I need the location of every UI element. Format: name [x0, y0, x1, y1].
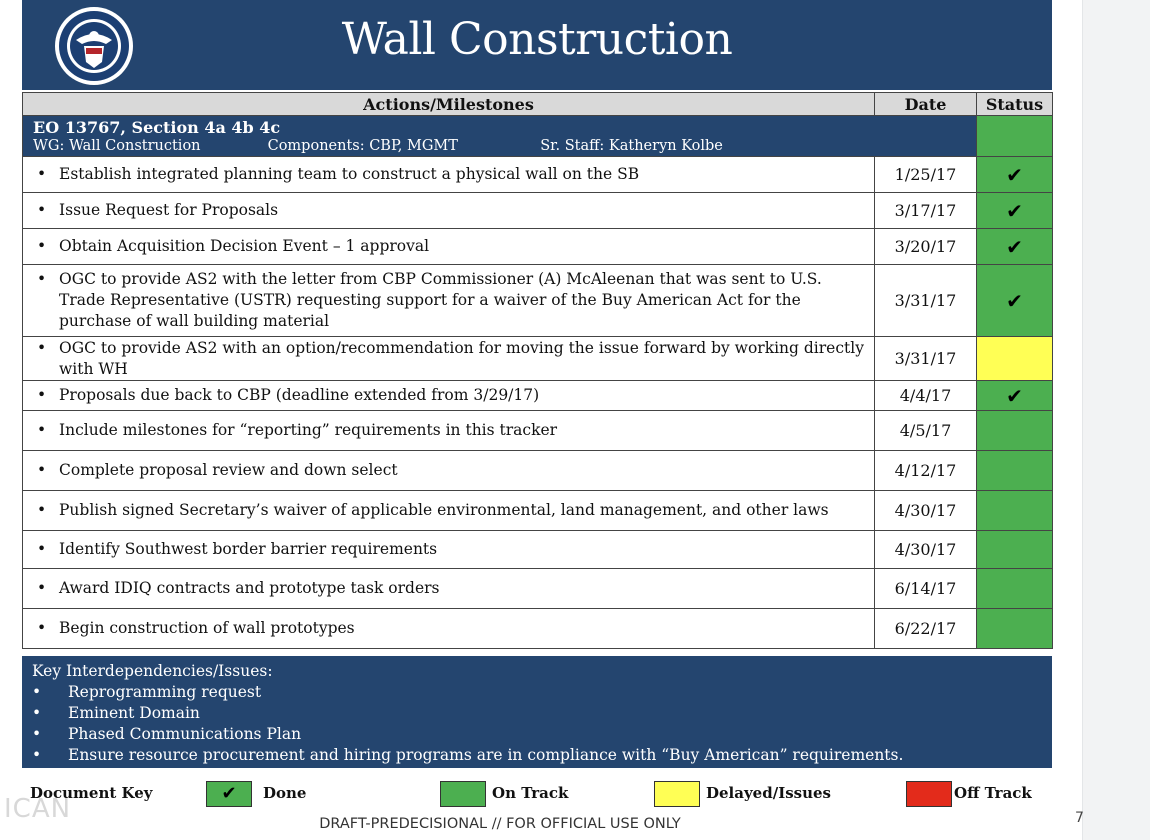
milestone-date: 6/22/17: [875, 609, 977, 649]
milestone-date: 4/30/17: [875, 531, 977, 569]
bullet: •: [37, 501, 47, 519]
bullet: •: [37, 579, 47, 597]
milestone-row: [23, 609, 1053, 649]
issue-item: [32, 703, 1052, 724]
check-icon: ✔: [1006, 288, 1023, 313]
check-icon: ✔: [221, 783, 237, 804]
milestone-row: [23, 491, 1053, 531]
col-header-actions: Actions/Milestones: [23, 93, 875, 116]
issue-item: [32, 682, 1052, 703]
milestone-action: [23, 539, 874, 560]
milestone-text: Begin construction of wall prototypes: [59, 619, 355, 637]
eo-title: EO 13767, Section 4a 4b 4c: [33, 118, 281, 137]
milestone-rows: [23, 157, 1053, 649]
milestone-row: [23, 411, 1053, 451]
milestone-text: Issue Request for Proposals: [59, 201, 279, 219]
off-track-swatch: [906, 781, 952, 807]
on-track-label: On Track: [492, 784, 569, 802]
milestone-date: 3/31/17: [875, 337, 977, 381]
bullet: •: [32, 704, 42, 722]
milestone-action: [23, 236, 874, 257]
milestone-status: [977, 609, 1053, 649]
milestone-row: [23, 451, 1053, 491]
milestone-status: [977, 157, 1053, 193]
milestone-date: 4/5/17: [875, 411, 977, 451]
milestone-action-cell: [23, 491, 875, 531]
check-icon: ✔: [1006, 162, 1023, 187]
document-key: [22, 778, 1052, 814]
milestone-row: [23, 337, 1053, 381]
milestone-text: Identify Southwest border barrier requirements: [59, 540, 438, 558]
bullet: •: [32, 746, 42, 764]
milestone-date: 4/4/17: [875, 381, 977, 411]
milestone-date: 4/30/17: [875, 491, 977, 531]
milestone-date: 3/17/17: [875, 193, 977, 229]
milestone-status: [977, 381, 1053, 411]
issues-title: Key Interdependencies/Issues:: [32, 662, 273, 680]
milestone-text: Obtain Acquisition Decision Event – 1 approval: [59, 237, 430, 255]
issue-item: [32, 745, 1052, 766]
eo-row: [23, 116, 1053, 157]
bullet: •: [37, 386, 47, 404]
milestone-text: Include milestones for “reporting” requirements in this tracker: [59, 421, 558, 439]
milestone-action-cell: [23, 411, 875, 451]
milestone-date: 4/12/17: [875, 451, 977, 491]
milestone-action-cell: [23, 451, 875, 491]
milestone-text: OGC to provide AS2 with an option/recommendation for moving the issue forward by working directly with WH: [59, 338, 864, 378]
issue-item: [32, 724, 1052, 745]
delayed-swatch: [654, 781, 700, 807]
classification-footer: DRAFT-PREDECISIONAL // FOR OFFICIAL USE ONLY: [319, 816, 681, 832]
eo-status-cell: [977, 116, 1053, 157]
milestone-row: [23, 381, 1053, 411]
bullet: •: [37, 165, 47, 183]
issues-list: [22, 682, 1052, 766]
delayed-label: Delayed/Issues: [706, 784, 831, 802]
milestone-text: Establish integrated planning team to construct a physical wall on the SB: [59, 165, 640, 183]
bullet: •: [37, 619, 47, 637]
col-header-date: Date: [875, 93, 977, 116]
page-number: 7: [1075, 810, 1084, 826]
milestone-action: [23, 338, 874, 380]
milestone-action-cell: [23, 569, 875, 609]
table-header-row: [23, 93, 1053, 116]
milestone-action: [23, 385, 874, 406]
bullet: •: [37, 201, 47, 219]
key-issues-panel: [22, 656, 1052, 768]
eo-senior-staff: Sr. Staff: Katheryn Kolbe: [540, 138, 723, 154]
milestone-date: 1/25/17: [875, 157, 977, 193]
milestone-action: [23, 618, 874, 639]
milestone-action: [23, 420, 874, 441]
milestone-action-cell: [23, 157, 875, 193]
eo-subtitle: [33, 138, 976, 154]
milestone-action-cell: [23, 531, 875, 569]
on-track-swatch: [440, 781, 486, 807]
milestone-row: [23, 157, 1053, 193]
bullet: •: [37, 461, 47, 479]
milestone-status: [977, 569, 1053, 609]
eo-components: Components: CBP, MGMT: [267, 138, 458, 154]
issue-text: Ensure resource procurement and hiring programs are in compliance with “Buy American” requirements.: [68, 746, 904, 764]
eo-working-group: WG: Wall Construction: [33, 138, 201, 154]
milestone-action: [23, 200, 874, 221]
header-banner: [22, 0, 1052, 90]
milestone-action-cell: [23, 229, 875, 265]
milestone-status: [977, 229, 1053, 265]
issue-text: Phased Communications Plan: [68, 725, 302, 743]
milestone-status: [977, 531, 1053, 569]
bullet: •: [37, 237, 47, 255]
milestone-status: [977, 491, 1053, 531]
milestone-status: [977, 265, 1053, 337]
issue-text: Reprogramming request: [68, 683, 262, 701]
check-icon: ✔: [1006, 383, 1023, 408]
bullet: •: [32, 725, 42, 743]
bullet: •: [37, 270, 47, 288]
check-icon: ✔: [1006, 198, 1023, 223]
milestone-action: [23, 460, 874, 481]
milestone-text: Publish signed Secretary’s waiver of applicable environmental, land management, and other laws: [59, 501, 829, 519]
milestone-row: [23, 531, 1053, 569]
milestone-status: [977, 193, 1053, 229]
milestone-action-cell: [23, 609, 875, 649]
off-track-label: Off Track: [954, 784, 1032, 802]
bullet: •: [32, 683, 42, 701]
milestone-date: 3/20/17: [875, 229, 977, 265]
milestone-date: 6/14/17: [875, 569, 977, 609]
right-gutter: [1082, 0, 1150, 840]
milestone-text: Award IDIQ contracts and prototype task orders: [59, 579, 440, 597]
milestone-action: [23, 269, 874, 332]
milestone-action-cell: [23, 381, 875, 411]
milestone-row: [23, 229, 1053, 265]
milestone-action: [23, 500, 874, 521]
bullet: •: [37, 421, 47, 439]
watermark-text: ICAN: [4, 794, 72, 824]
milestone-status: [977, 451, 1053, 491]
done-swatch: [206, 781, 252, 807]
check-icon: ✔: [1006, 234, 1023, 259]
issue-text: Eminent Domain: [68, 704, 200, 722]
page-title: Wall Construction: [341, 14, 733, 65]
milestone-action: [23, 578, 874, 599]
milestone-status: [977, 411, 1053, 451]
milestone-table: [22, 92, 1053, 649]
milestone-action-cell: [23, 265, 875, 337]
milestone-date: 3/31/17: [875, 265, 977, 337]
milestone-text: Complete proposal review and down select: [59, 461, 398, 479]
bullet: •: [37, 540, 47, 558]
milestone-row: [23, 265, 1053, 337]
done-label: Done: [263, 784, 307, 802]
milestone-text: OGC to provide AS2 with the letter from CBP Commissioner (A) McAleenan that was sent to U.S. Trade Representative (USTR) requesting support for a waiver of the Buy American Act for the purchase of wall building material: [59, 270, 822, 330]
milestone-text: Proposals due back to CBP (deadline extended from 3/29/17): [59, 386, 540, 404]
milestone-action-cell: [23, 193, 875, 229]
col-header-status: Status: [977, 93, 1053, 116]
milestone-action-cell: [23, 337, 875, 381]
milestone-status: [977, 337, 1053, 381]
bullet: •: [37, 338, 47, 357]
milestone-row: [23, 569, 1053, 609]
milestone-row: [23, 193, 1053, 229]
document-key-label: Document Key: [30, 784, 153, 802]
milestone-action: [23, 164, 874, 185]
eo-info-cell: [23, 116, 977, 157]
